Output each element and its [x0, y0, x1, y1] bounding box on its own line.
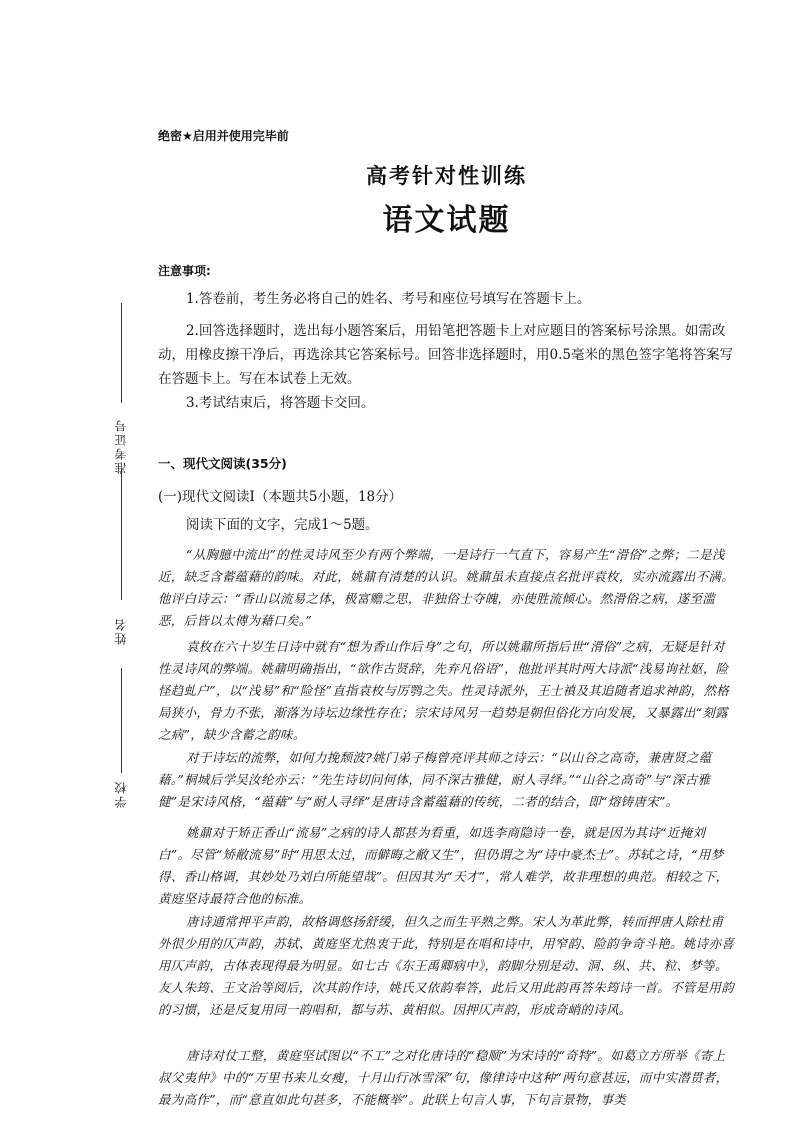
- confidential-mark: 绝密★启用并使用完毕前: [158, 129, 289, 143]
- section-heading: 一、现代文阅读(35分): [158, 456, 287, 471]
- name-label: 姓名: [114, 617, 128, 645]
- subject-title-text: 语文试题: [382, 203, 511, 238]
- binding-line-1: [121, 303, 122, 403]
- notice-heading: 注意事项:: [158, 264, 211, 278]
- notice-item-1: 1.答卷前，考生务必将自己的姓名、考号和座位号填写在答题卡上。: [186, 291, 591, 307]
- binding-line-2: [121, 470, 122, 600]
- school-label: 学校: [114, 780, 128, 808]
- exam-number-label: 准考证号: [114, 418, 128, 474]
- subject-title: [0, 195, 793, 239]
- passage-paragraph-2: 袁枚在六十岁生日诗中就有“想为香山作后身”之句，所以姚鼐所指后世“滑俗”之病，无疑是针对性灵诗风的弊端。姚鼐明确指出，“欲作古贤辞，先弃凡俗语”，他批评其时两大诗派“浅易询社妪，险怪趋虬户”，以“浅易”和“险怪”直指袁枚与厉鹗之失。性灵诗派外，王士禛及其追随者追求神韵，然格局狭小，骨力不张，渐落为诗坛边缘性存在；宗宋诗风另一趋势是朝但俗化方向发展，又暴露出“刻露之病”，缺少含蓄之韵味。: [158, 639, 730, 742]
- passage-paragraph-6: 唐诗对仗工整，黄庭坚试图以“不工”之对化唐诗的“稳顺”为宋诗的“奇特”。如葛立方所举《寄上叔父夷仲》中的“万里书来儿女瘦，十月山行冰雪深”句，像律诗中这种“两句意甚远，而中实潜贯者，最为高作”，而“意直如此句甚多，不能概举”。此联上句言人事，下句言景物，事类: [158, 1048, 729, 1107]
- subsection-heading: (一)现代文阅读I（本题共5小题，18分）: [158, 489, 403, 505]
- passage-paragraph-4: 姚鼐对于矫正香山“流易”之病的诗人都甚为看重，如选李商隐诗一卷，就是因为其诗“近掩刘白”。尽管“矫敝流易”时“用思太过，而僻晦之敝又生”，但仍谓之为“诗中豪杰士”。苏轼之诗，“用梦得、香山格调，其妙处乃刘白所能望哉”。但因其为“天才”，常人难学，故非理想的典范。相较之下，黄庭坚诗最符合他的标准。: [158, 825, 729, 906]
- passage-paragraph-1: “从胸臆中流出”的性灵诗风至少有两个弊端，一是诗行一气直下，容易产生“滑俗”之弊；二是浅近，缺乏含蓄蕴藉的韵味。对此，姚鼐有清楚的认识。姚鼐虽未直接点名批评袁枚，实亦流露出不满。他评白诗云：“香山以流易之体，极富赡之思，非独俗士夺魄，亦使胜流倾心。然滑俗之病，遂至滥恶，后皆以太傅为藉口矣。”: [158, 547, 735, 628]
- notice-item-3: 3.考试结束后，将答题卡交回。: [186, 395, 375, 411]
- passage-paragraph-5: 唐诗通常押平声韵，故格调悠扬舒缓，但久之而生平熟之弊。宋人为革此弊，转而押唐人除杜甫外很少用的仄声韵，苏轼、黄庭坚尤热衷于此，特别是在唱和诗中，用窄韵、险韵争奇斗艳。姚诗亦喜用仄声韵，古体表现得最为明显。如七古《东王禹卿病中》，韵脚分别是动、洞、纵、共、粒、梦等。友人朱筠、王文治等阅后，次其韵作诗，姚氏又依韵奉答，此后又用此韵再答朱筠诗一首。不管是用韵的习惯，还是反复用同一韵唱和，都与苏、黄相似。因押仄声韵，形成奇峭的诗风。: [158, 914, 735, 1017]
- passage-paragraph-3: 对于诗坛的流弊，如何力挽颓波?姚门弟子梅曾亮评其师之诗云：“以山谷之高奇，兼唐贤之蕴藉。”桐城后学吴汝纶亦云：“先生诗切问何体，同不深古雅健，耐人寻绎。”“山谷之高奇”与“深古雅健”是宋诗风格，“蕴藉”与“耐人寻绎”是唐诗含蓄蕴藉的传统，二者的结合，即“熔铸唐宋”。: [158, 750, 712, 809]
- exam-title: [0, 160, 793, 190]
- binding-line-3: [121, 668, 122, 773]
- reading-instruction: 阅读下面的文字，完成1～5题。: [186, 517, 379, 533]
- exam-title-text: 高考针对性训练: [366, 164, 527, 188]
- notice-item-2: 2.回答选择题时，选出每小题答案后，用铅笔把答题卡上对应题目的答案标号涂黑。如需改动，用橡皮擦干净后，再选涂其它答案标号。回答非选择题时，用0.5毫米的黑色签字笔将答案写在答题卡上。写在本试卷上无效。: [158, 323, 733, 387]
